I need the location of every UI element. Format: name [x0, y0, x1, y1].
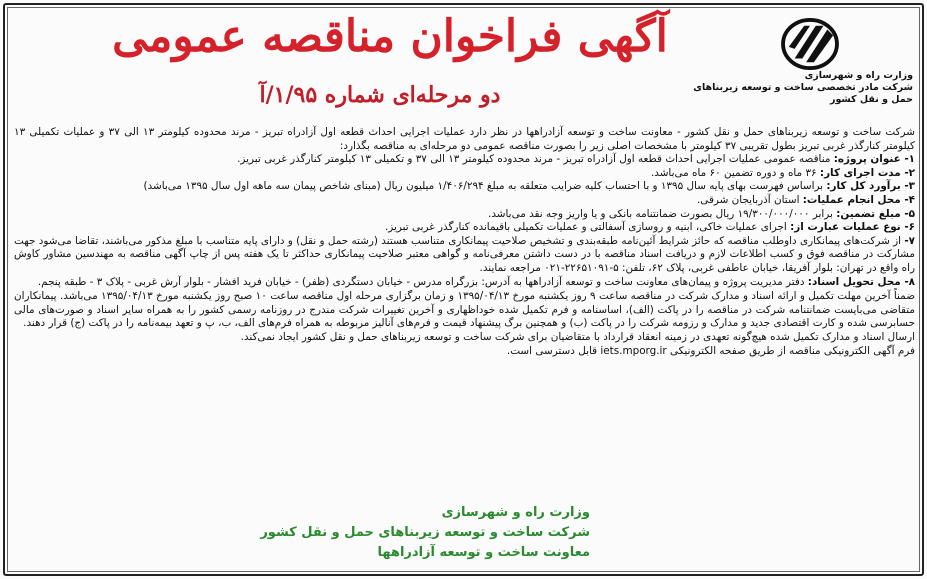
item-label: ۷-: [904, 234, 915, 247]
item-text: استان آذربایجان شرقی.: [696, 193, 803, 206]
org-line: حمل و نقل کشور: [829, 94, 913, 105]
item-location: [14, 194, 915, 208]
item-text: از شرکت‌های پیمانکاری داوطلب مناقصه که حائز شرایط آئین‌نامه طبقه‌بندی و تشخیص صلاحیت پیمانکاری متناسب هستند (رشته حمل و نقل) و دارای پایه متناسب با مبلغ مذکور می‌باشند، تقاضا می‌شود جهت مشارکت در مناقصه فوق و کسب اطلاعات لازم و دریافت اسناد مناقصه با در دست داشتن معرفی‌نامه و گواهی معتبر صلاحیت پیمانکاری حداکثر تا یک هفته پس از چاپ آگهی مناقصه به مهندسین مشاور کاوش راه واقع در تهران: بلوار آفریقا، خیابان عاطفی غربی، پلاک ۶۲، تلفن: ۵-۲۲۶۵۱۰۹۱-۰۲۱ مراجعه نمایند.: [14, 234, 915, 274]
item-eligibility: [14, 235, 915, 276]
closing-paragraph: ضمناً آخرین مهلت تکمیل و ارائه اسناد و مدارک شرکت در مناقصه ساعت ۹ روز یکشنبه مورخ ۱۳۹۵/۰۴/۱۳ و زمان برگزاری مرحله اول مناقصه ساعت ۱۰ صبح روز یکشنبه مورخ ۱۳۹۵/۰۴/۱۳ می‌باشد. پیمانکاران متقاضی می‌بایست ضمانتنامه شرکت در مناقصه را در پاکت (الف)، اساسنامه و فرم تکمیل شده خوداظهاری و آخرین تغییرات شرکت مندرج در روزنامه رسمی کشور را به همراه سایر اسناد و صورت‌های مالی حسابرسی شده و کارت اقتصادی جدید و مدارک و رزومه شرکت را در پاکت (ب) و همچنین برگ پیشنهاد قیمت و فرم‌های آنالیز مربوطه به همراه فرم‌های الف، ب، پ و تعهد بیمه‌نامه را در پاکت (ج) قرار دهند.: [14, 290, 916, 330]
org-line: وزارت راه و شهرسازی: [804, 70, 913, 81]
item-label: ۱- عنوان پروژه:: [833, 153, 915, 166]
org-header: [693, 70, 913, 106]
item-delivery: [14, 276, 915, 290]
item-label: ۶- نوع عملیات عبارت از:: [790, 221, 915, 234]
closing-paragraph: ارسال اسناد و مدارک تکمیل شده هیچ‌گونه تعهدی در زمینه انعقاد قرارداد با متقاضیان برای شرکت ساخت و توسعه زیربناهای حمل و نقل کشور ایجاد نمی‌کند.: [240, 330, 915, 343]
item-text: اجرای عملیات خاکی، ابنیه و روسازی آسفالتی و عملیات تکمیلی باقیمانده کنارگذر غربی تبریز.: [385, 221, 791, 234]
item-text: مناقصه عمومی عملیات اجرایی احداث قطعه اول آزادراه تبریز - مرند محدوده کیلومتر ۱۳ الی ۳۷ و تکمیلی ۱۳ کیلومتر کنارگذر غربی تبریز.: [237, 153, 834, 166]
item-label: ۲- مدت اجرای کار:: [819, 166, 915, 179]
org-line: شرکت مادر تخصصی ساخت و توسعه زیربناهای: [693, 82, 913, 93]
item-text: دفتر مدیریت پروژه و پیمان‌های معاونت ساخت و توسعه آزادراهها به آدرس: بزرگراه مدرس - خیابان دستگردی (ظفر) - خیابان فرید افشار - بلوار آرش غربی - پلاک ۳ - طبقه پنجم.: [37, 275, 808, 288]
closing-paragraph: فرم آگهی الکترونیکی مناقصه از طریق صفحه الکترونیکی iets.mporg.ir قابل دسترسی است.: [506, 344, 915, 357]
closing-section: [14, 290, 915, 358]
item-text: براساس فهرست بهای پایه سال ۱۳۹۵ و با احتساب کلیه ضرایب متعلقه به مبلغ ۱/۴۰۶/۲۹۴ میلیون ریال (مبنای شاخص پیمان سه ماهه اول سال ۱۳۹۵ می‌باشد): [143, 180, 827, 193]
signature-block: [260, 503, 590, 563]
item-guarantee: [14, 208, 915, 222]
item-label: ۴- محل انجام عملیات:: [802, 193, 915, 206]
page-subtitle: دو مرحله‌ای شماره ۱/۹۵/آ: [259, 82, 501, 108]
item-duration: [14, 167, 915, 181]
item-operations: [14, 221, 915, 235]
item-label: ۵- مبلغ تضمین:: [836, 207, 915, 220]
item-project-title: [14, 153, 915, 167]
intro-paragraph: شرکت ساخت و توسعه زیربناهای حمل و نقل کشور - معاونت ساخت و توسعه آزادراهها در نظر دارد عملیات اجرایی احداث قطعه اول آزادراه تبریز - مرند محدوده کیلومتر ۱۳ الی ۳۷ و عملیات تکمیلی ۱۳ کیلومتر کنارگذر غربی تبریز بطول تقریبی ۳۷ کیلومتر با مشخصات اصلی زیر را بصورت مناقصه عمومی دو مرحله‌ای به مناقصه بگذارد:: [14, 126, 915, 152]
page-title: آگهی فراخوان مناقصه عمومی: [112, 11, 668, 62]
item-estimate: [14, 180, 915, 194]
item-label: ۸- محل تحویل اسناد:: [807, 275, 915, 288]
signature-line: شرکت ساخت و توسعه زیربناهای حمل و نقل کشور: [260, 525, 590, 540]
item-label: ۳- برآورد کل کار:: [826, 180, 915, 193]
signature-line: وزارت راه و شهرسازی: [441, 505, 590, 520]
ministry-logo-icon: [781, 18, 839, 70]
item-text: برابر ۱۹/۳۰۰/۰۰۰/۰۰۰ ریال بصورت ضمانتنامه بانکی و یا واریز وجه نقد می‌باشد.: [488, 207, 837, 220]
signature-line: معاونت ساخت و توسعه آزادراهها: [377, 545, 590, 560]
item-text: ۳۶ ماه و دوره تضمین ۶۰ ماه می‌باشد.: [650, 166, 820, 179]
notice-body: [14, 126, 915, 358]
